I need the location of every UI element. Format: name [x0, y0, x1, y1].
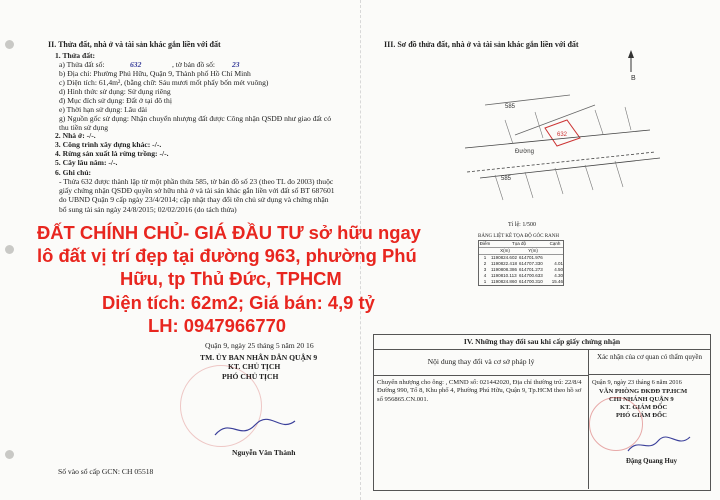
lot-585-label: 585 — [505, 104, 516, 110]
notes-text: - Thửa 632 được thành lập từ một phần thửa 585, tờ bản đồ số 23 (theo TL đo 2003) thuộc giấy chứng nhận QSDĐ quyền sở hữu nhà ở và tài sản khác gắn liền với đất số BT 687601 do UBND Quận 9 cấp ngày 23/4/2014; cập nhật thay đổi tên chủ sử dụng và chứng nhận bổ sung tài sản ngày 24/8/2015; 02/02/2016 (do tách thửa) — [59, 177, 335, 214]
changes-table — [373, 334, 711, 491]
ad-line-4: Diện tích: 62m2; Giá bán: 4,9 tỷ — [102, 292, 375, 313]
north-arrow-head-icon — [628, 50, 634, 58]
item-3-construction: 3. Công trình xây dựng khác: -/-. — [55, 140, 162, 149]
changes-table-title: IV. Những thay đổi sau khi cấp giấy chứng nhận — [374, 335, 710, 350]
address: b) Địa chỉ: Phường Phú Hữu, Quận 9, Thành phố Hồ Chí Minh — [59, 69, 251, 78]
usage-form: d) Hình thức sử dụng: Sử dụng riêng — [59, 87, 171, 96]
ad-contact-phone: LH: 0947966770 — [148, 315, 287, 336]
area: c) Diện tích: 61,4m², (bằng chữ: Sáu mươi mốt phẩy bốn mét vuông) — [59, 78, 269, 87]
table-divider — [588, 375, 589, 489]
item-6-notes: 6. Ghi chú: — [55, 168, 92, 177]
parcel-label: a) Thửa đất số: — [59, 60, 105, 69]
parcel-number: 632 — [130, 60, 142, 69]
certificate-number: Số vào sổ cấp GCN: CH 05518 — [58, 467, 154, 476]
usage-term: e) Thời hạn sử dụng: Lâu dài — [59, 105, 148, 114]
lot-632-label: 632 — [557, 132, 568, 138]
vice-chair: PHÓ CHỦ TỊCH — [222, 372, 279, 381]
binder-hole — [5, 450, 14, 459]
parcel-map — [455, 50, 675, 210]
coord-table-header: Điểm Tọa độ Cạnh — [479, 241, 563, 248]
coord-table-title: BẢNG LIỆT KÊ TỌA ĐỘ GÓC RANH — [478, 234, 559, 239]
binder-hole — [5, 245, 14, 254]
registration-office: VĂN PHÒNG ĐKĐĐ TP.HCM — [599, 388, 688, 395]
coord-table — [478, 240, 564, 286]
signer-name: Nguyễn Văn Thành — [232, 448, 296, 457]
coord-row: 1 1190824.602 614701.976 — [483, 255, 543, 260]
ad-line-2: lô đất vị trí đẹp tại đường 963, phường Phú — [37, 245, 417, 266]
confirm-signer: Đặng Quang Huy — [626, 458, 677, 465]
deputy-director: PHÓ GIÁM ĐỐC — [616, 412, 667, 419]
vice-chair-signature — [210, 415, 300, 443]
coord-row: 4 1190810.113 614700.633 4.30 — [483, 273, 563, 278]
confirm-date: Quận 9, ngày 23 tháng 6 năm 2016 — [592, 379, 682, 386]
section-iii-title: III. Sơ đồ thửa đất, nhà ở và tài sản khác gắn liền với đất — [384, 40, 579, 49]
coord-row: 2 1190822.418 614707.330 4.01 — [483, 261, 563, 266]
road-label: Đường — [515, 149, 534, 155]
district-branch: CHI NHÁNH QUẬN 9 — [609, 396, 674, 403]
change-entry: Chuyển nhượng cho ông: , CMND số: 021442020, Địa chỉ thường trú: 22/8/4 Đường 990, Tổ 8, Khu phố 4, Phường Phú Hữu, Quận 9, Tp.HCM theo hồ sơ số 956865.CN.001. — [377, 379, 582, 403]
binder-hole — [5, 40, 14, 49]
map-sheet-label: , tờ bản đồ số: — [172, 60, 216, 69]
map-scale: Tỉ lệ: 1/500 — [508, 222, 536, 228]
coord-table-subheader: X(m) Y(m) — [479, 248, 563, 255]
item-4-forest: 4. Rừng sản xuất là rừng trồng: -/-. — [55, 149, 169, 158]
col-authority-confirm: Xác nhận của cơ quan có thẩm quyền — [589, 349, 710, 375]
col-change-content: Nội dung thay đổi và cơ sở pháp lý — [374, 349, 589, 376]
usage-purpose: đ) Mục đích sử dụng: Đất ở tại đô thị — [59, 96, 172, 105]
kt-chair: KT. CHỦ TỊCH — [228, 362, 281, 371]
issue-date: Quận 9, ngày 25 tháng 5 năm 20 16 — [205, 341, 314, 350]
ad-line-1: ĐẤT CHÍNH CHỦ- GIÁ ĐẦU TƯ sở hữu ngay — [37, 222, 421, 243]
ad-line-3: Hữu, tp Thủ Đức, TPHCM — [120, 268, 342, 289]
deputy-signature — [624, 433, 694, 457]
map-sheet-number: 23 — [232, 60, 240, 69]
kt-director: KT. GIÁM ĐỐC — [620, 404, 668, 411]
lot-585b-label: 585 — [501, 176, 512, 182]
north-label: B — [631, 75, 636, 82]
usage-origin: g) Nguồn gốc sử dụng: Nhận chuyển nhượng đất được Công nhận QSDĐ như giao đất có thu tiền sử dụng — [59, 114, 332, 132]
coord-row: 1 1190824.860 614700.310 15.46 — [483, 279, 563, 284]
item-2-house: 2. Nhà ở: -/-. — [55, 131, 96, 140]
issuing-authority: TM. ỦY BAN NHÂN DÂN QUẬN 9 — [200, 353, 318, 362]
item-1-label: 1. Thửa đất: — [55, 51, 96, 60]
item-5-trees: 5. Cây lâu năm: -/-. — [55, 158, 118, 167]
section-ii-title: II. Thửa đất, nhà ở và tài sản khác gắn liền với đất — [48, 40, 221, 49]
coord-row: 3 1190808.386 614701.273 4.50 — [483, 267, 563, 272]
